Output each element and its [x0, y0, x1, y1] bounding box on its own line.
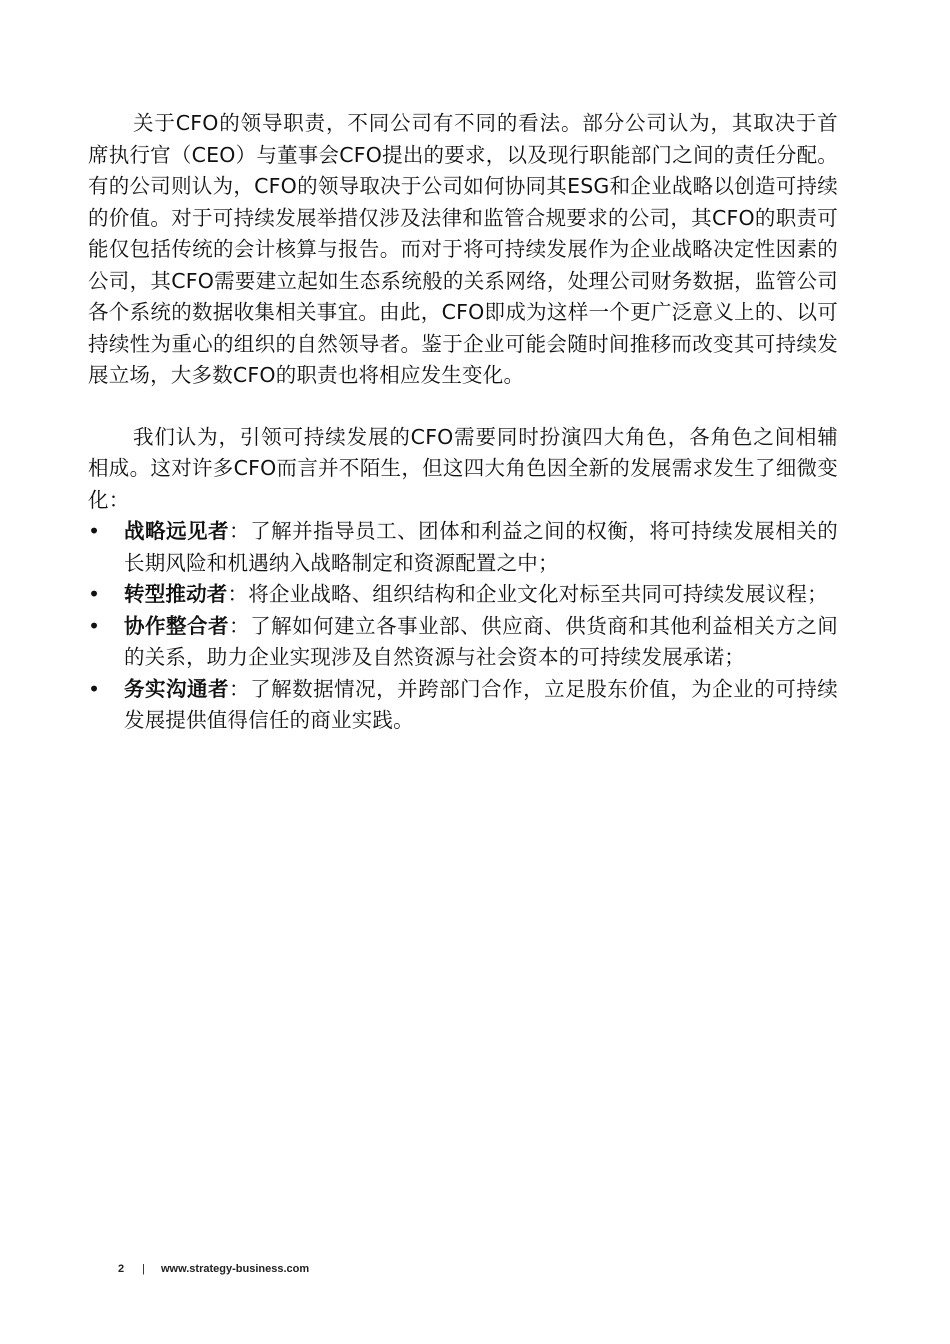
role-term: 转型推动者 [124, 582, 228, 606]
paragraph-four-roles: 我们认为，引领可持续发展的CFO需要同时扮演四大角色，各角色之间相辅相成。这对许多CFO而言并不陌生，但这四大角色因全新的发展需求发生了细微变化： [88, 424, 838, 512]
roles-list [88, 516, 838, 737]
role-description: 了解并指导员工、团体和利益之间的权衡，将可持续发展相关的长期风险和机遇纳入战略制定和资源配置之中； [124, 519, 838, 575]
bullet-icon: • [88, 676, 101, 701]
list-item [88, 516, 838, 579]
bullet-icon: • [88, 519, 101, 543]
role-description: 了解数据情况，并跨部门合作，立足股东价值，为企业的可持续发展提供值得信任的商业实践。 [124, 676, 838, 732]
list-item [88, 579, 838, 611]
footer-separator: | [142, 1263, 145, 1275]
paragraph-cfo-leadership: 关于CFO的领导职责，不同公司有不同的看法。部分公司认为，其取决于首席执行官（CEO）与董事会CFO提出的要求，以及现行职能部门之间的责任分配。有的公司则认为，CFO的领导取决于公司如何协同其ESG和企业战略以创造可持续的价值。对于可持续发展举措仅涉及法律和监管合规要求的公司，其CFO的职责可能仅包括传统的会计核算与报告。而对于将可持续发展作为企业战略决定性因素的公司，其CFO需要建立起如生态系统般的关系网络，处理公司财务数据，监管公司各个系统的数据收集相关事宜。由此，CFO即成为这样一个更广泛意义上的、以可持续性为重心的组织的自然领导者。鉴于企业可能会随时间推移而改变其可持续发展立场，大多数CFO的职责也将相应发生变化。 [88, 111, 838, 387]
footer-url: www.strategy-business.com [160, 1263, 310, 1275]
bullet-icon: • [88, 613, 101, 638]
list-item [88, 674, 838, 737]
term-separator: ： [229, 519, 251, 543]
role-term: 协作整合者 [124, 613, 230, 638]
role-description: 了解如何建立各事业部、供应商、供货商和其他利益相关方之间的关系，助力企业实现涉及自然资源与社会资本的可持续发展承诺； [124, 613, 838, 669]
bullet-icon: • [88, 582, 101, 606]
term-separator: ： [227, 582, 249, 606]
page-footer [118, 1263, 309, 1275]
role-description: 将企业战略、组织结构和企业文化对标至共同可持续发展议程； [248, 582, 828, 606]
term-separator: ： [229, 676, 251, 701]
body-content [88, 108, 838, 737]
page-number: 2 [118, 1263, 125, 1275]
role-term: 务实沟通者 [124, 676, 230, 701]
term-separator: ： [229, 613, 251, 638]
list-item [88, 611, 838, 674]
role-term: 战略远见者 [124, 519, 230, 543]
